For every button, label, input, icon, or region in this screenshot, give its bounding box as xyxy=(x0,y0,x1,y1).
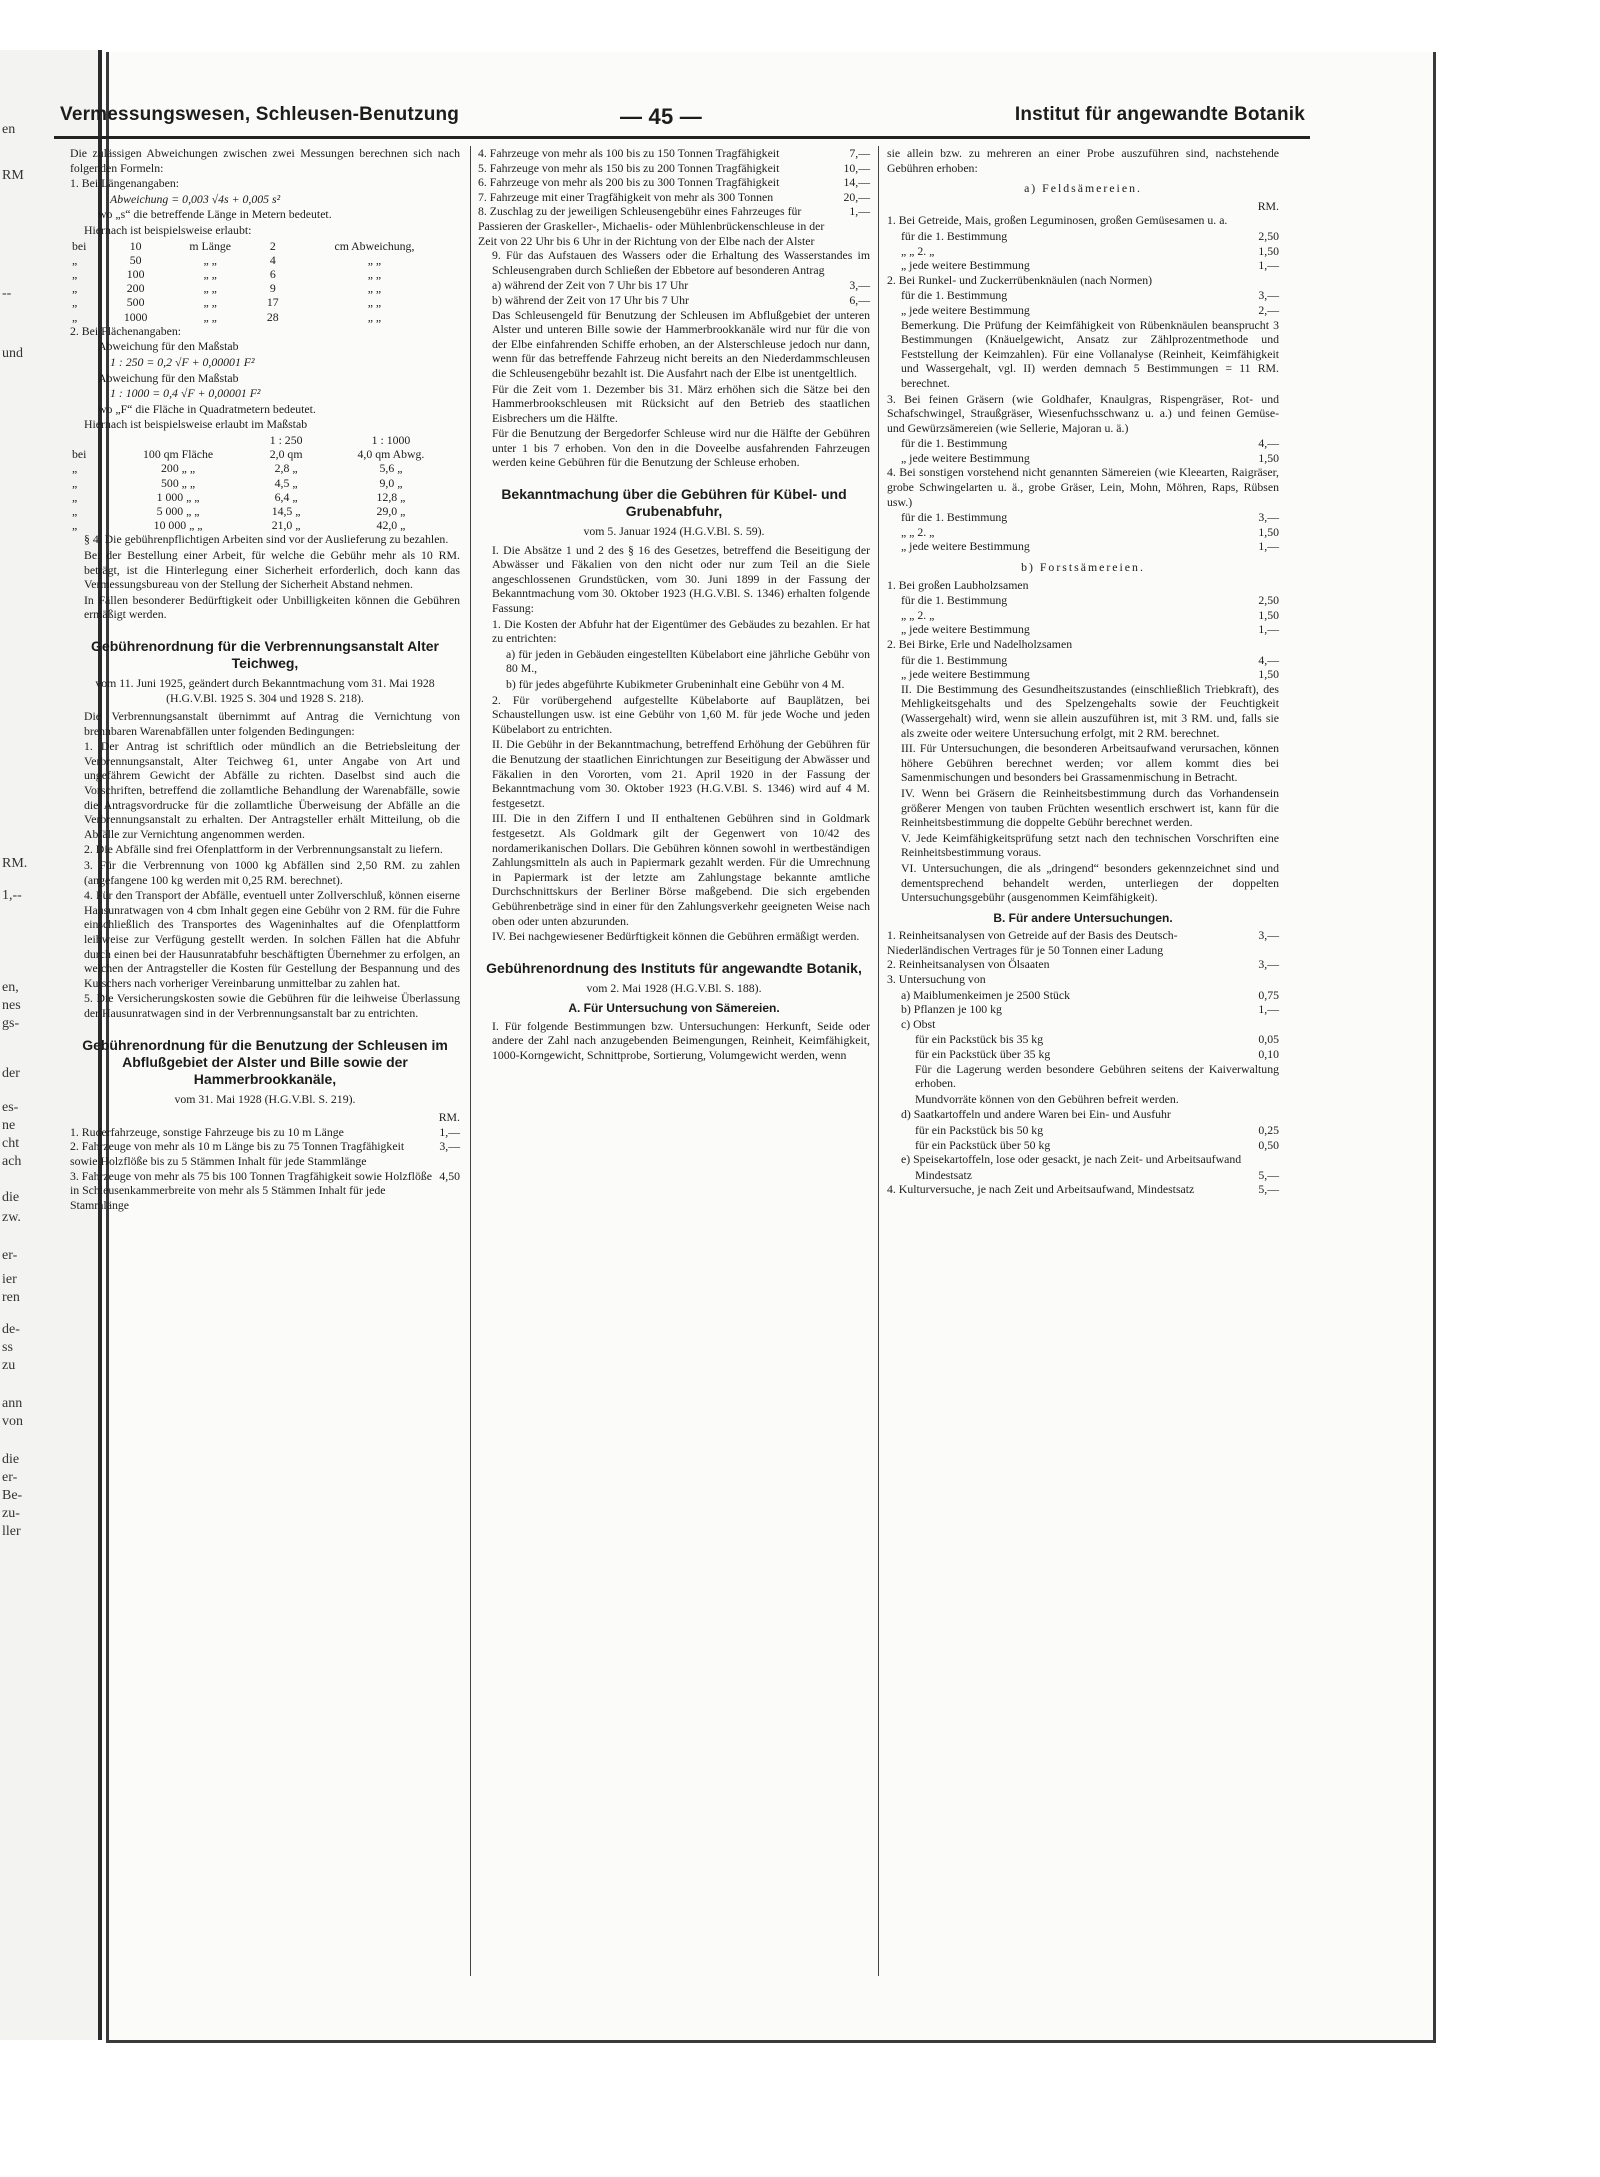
list-item: 4. Bei sonstigen vorstehend nicht genannten Sämereien (wie Kleearten, Raigräser, grobe Schwingelarten u. ä., grobe Gräser, Lein, Mohn, Möhren, Raps, Rübsen usw.) xyxy=(887,465,1279,509)
fee-row xyxy=(887,593,1279,608)
fee-amount: 1,50 xyxy=(1258,524,1279,539)
fee-label: „ jede weitere Bestimmung xyxy=(901,302,1030,317)
fee-label: 8. Zuschlag zu der jeweiligen Schleusengebühr eines Fahrzeuges für Passieren der Graskeller-, Michaelis- oder Mühlenbrückenschleuse in der Zeit von 22 Uhr bis 6 Uhr in der Richtung von der Elbe nach der Alster xyxy=(478,204,825,248)
fee-amount: 4,— xyxy=(1258,652,1279,667)
fee-amount: 1,— xyxy=(1258,258,1279,273)
fee-row xyxy=(887,608,1279,623)
edge-fragment: von xyxy=(2,1414,23,1429)
fee-label: 4. Fahrzeuge von mehr als 100 bis zu 150 Tonnen Tragfähigkeit xyxy=(478,146,780,160)
paragraph: In Fällen besonderer Bedürftigkeit oder Unbilligkeiten können die Gebühren ermäßigt werden. xyxy=(84,592,460,622)
list-item: 4. Für den Transport der Abfälle, eventuell unter Zollverschluß, können eiserne Hausunratwagen von 4 cbm Inhalt gegen eine Gebühr von 2 RM. für die Fuhre einschließlich des Transportes des Wageninhaltes auf die Ofenplattform leihweise zur Verfügung gestellt werden. In solchen Fällen hat die Abfuhr durch einen bei der Hausunratabfuhr beschäftigten Übernehmer zu erfolgen, an welchen der Antragsteller die Kosten für Gestellung der Bespannung und des Kutschers nach vorheriger Vereinbarung unmittelbar zu zahlen hat. xyxy=(84,888,460,990)
fee-amount: 7,— xyxy=(849,146,870,160)
fee-list xyxy=(887,510,1279,554)
fee-amount: 3,— xyxy=(849,278,870,293)
formula: 1 : 1000 = 0,4 √F + 0,00001 F² xyxy=(110,386,261,401)
area-table xyxy=(70,433,460,532)
table-cell: „ „ xyxy=(367,281,382,296)
list-item: 1. Bei großen Laubholzsamen xyxy=(887,577,1029,592)
table-cell: „ xyxy=(72,281,78,296)
remark: Bemerkung. Die Prüfung der Keimfähigkeit von Rübenknäulen beansprucht 3 Bestimmungen (Knäuelgewicht, Ansatz zur Zählprozentmethode und Feststellung der Keimzahlen). Für eine Vollanalyse (Reinheit, Keimfähigkeit und Wassergehalt, vgl. II) werden demnach 5 Bestimmungen = 11 RM. berechnet. xyxy=(901,317,1279,390)
table-cell: 2,0 qm xyxy=(269,447,303,462)
table-cell: „ „ xyxy=(367,295,382,310)
edge-fragment: nes xyxy=(2,998,21,1013)
fee-row xyxy=(887,667,1279,682)
fee-row xyxy=(70,1139,460,1168)
fee-label: „ jede weitere Bestimmung xyxy=(901,539,1030,554)
paragraph: Das Schleusengeld für Benutzung der Schleusen im Abflußgebiet der unteren Alster und unteren Bille sowie der Hammerbrookkanäle wird nur für die von der Elbe einfahrenden Schiffe erhoben, an der Alsterschleuse jedoch nur dann, wenn für das betreffende Fahrzeug nicht bereits an den Niederdammschleusen die Schleusengebühr bezahlt ist. Die Ausfahrt nach der Elbe ist unentgeltlich. xyxy=(492,307,870,380)
fee-amount: 5,— xyxy=(1258,1182,1279,1197)
fee-amount: 4,50 xyxy=(439,1168,460,1183)
fee-amount: 5,— xyxy=(1258,1167,1279,1182)
table-cell: 6,4 „ xyxy=(274,489,298,504)
fee-amount: 1,— xyxy=(1258,1002,1279,1017)
list-item: b) für jedes abgeführte Kubikmeter Grubeninhalt eine Gebühr von 4 M. xyxy=(506,677,845,691)
table-cell: „ „ xyxy=(203,309,217,324)
table-cell: cm Abweichung, xyxy=(334,238,415,253)
section-heading: Gebührenordnung für die Benutzung der Schleusen im Abflußgebiet der Alster und Bille sowie der Hammerbrookkanäle, xyxy=(82,1036,448,1087)
fee-amount: 1,— xyxy=(1258,539,1279,554)
section-subtitle: vom 11. Juni 1925, geändert durch Bekanntmachung vom 31. Mai 1928 (H.G.V.Bl. 1925 S. 304 und 1928 S. 218). xyxy=(95,675,435,705)
fee-list xyxy=(887,653,1279,682)
edge-fragment: ier xyxy=(2,1272,17,1287)
table-cell: 1000 xyxy=(123,309,148,324)
fee-amount: 0,25 xyxy=(1258,1123,1279,1137)
fee-row xyxy=(887,510,1279,525)
fee-label: „ „ 2. „ xyxy=(901,243,935,258)
column-divider xyxy=(470,146,471,1976)
fee-row xyxy=(887,1123,1279,1138)
length-table xyxy=(70,239,460,324)
table-cell: 12,8 „ xyxy=(376,489,406,504)
fee-row xyxy=(887,988,1279,1003)
paragraph: § 4. Die gebührenpflichtigen Arbeiten sind vor der Auslieferung zu bezahlen. xyxy=(84,532,449,547)
fee-row xyxy=(887,957,1279,972)
list-item: 9. Für das Aufstauen des Wassers oder die Erhaltung des Wasserstandes im Schleusengraben durch Schließen der Ebbetore auf besonderen Antrag xyxy=(492,248,870,277)
fee-amount: 3,— xyxy=(1258,510,1279,525)
fee-label: 7. Fahrzeuge mit einer Tragfähigkeit von mehr als 300 Tonnen xyxy=(478,189,774,204)
fee-row xyxy=(887,525,1279,540)
list-item: 3. Untersuchung von xyxy=(887,972,986,987)
section-heading: Gebührenordnung des Instituts für angewandte Botanik, xyxy=(486,959,862,976)
table-header-cell: 1 : 1000 xyxy=(371,432,411,447)
fee-amount: 0,10 xyxy=(1258,1047,1279,1062)
fee-row xyxy=(887,451,1279,466)
fee-amount: 20,— xyxy=(843,189,870,204)
list-item: III. Die in den Ziffern I und II enthaltenen Gebühren sind in Goldmark festgesetzt. Als Goldmark gilt der Gegenwert von 10/42 des nordamerikanischen Dollars. Die Gebühren können sowohl in wertbeständigen Zahlungsmitteln als auch in Papiermark gezahlt werden. Für die Umrechnung in Papiermark ist der letzte am Zahlungstage bekannte amtliche Durchschnittskurs der Berliner Börse maßgebend. Die sich ergebenden Gebührenbeträge sind in einer für den Zahlungsverkehr geeigneten Weise nach oben oder unten abzurunden. xyxy=(492,811,870,928)
currency-header: RM. xyxy=(438,1110,460,1125)
fee-label: für ein Packstück über 50 kg xyxy=(915,1137,1051,1152)
fee-row xyxy=(887,653,1279,668)
subsection-heading: A. Für Untersuchung von Sämereien. xyxy=(568,1001,780,1016)
paragraph: Hiernach ist beispielsweise erlaubt: xyxy=(84,222,252,237)
section-subtitle: vom 2. Mai 1928 (H.G.V.Bl. S. 188). xyxy=(586,980,762,995)
fee-label: 1. Reinheitsanalysen von Getreide auf der Basis des Deutsch-Niederländischen Vertrages für je 50 Tonnen einer Ladung xyxy=(887,928,1178,957)
list-item: d) Saatkartoffeln und andere Waren bei Ein- und Ausfuhr xyxy=(901,1107,1171,1122)
table-row xyxy=(70,504,460,518)
fee-row xyxy=(887,436,1279,451)
paragraph: wo „s“ die betreffende Länge in Metern bedeutet. xyxy=(98,207,332,222)
section-subtitle: vom 5. Januar 1924 (H.G.V.Bl. S. 59). xyxy=(583,524,765,539)
header-rule xyxy=(54,136,1310,139)
table-cell: 9 xyxy=(269,281,276,296)
edge-fragment: es- xyxy=(2,1100,19,1115)
fee-label: „ jede weitere Bestimmung xyxy=(901,258,1030,273)
fee-label: 6. Fahrzeuge von mehr als 200 bis zu 300 Tonnen Tragfähigkeit xyxy=(478,175,780,190)
fee-list xyxy=(887,288,1279,317)
table-cell: 2,8 „ xyxy=(274,461,298,476)
table-cell: „ „ xyxy=(203,252,217,267)
fee-row xyxy=(887,1168,1279,1183)
currency-header: RM. xyxy=(1257,198,1279,213)
table-row xyxy=(70,239,460,253)
table-cell: „ „ xyxy=(203,266,217,281)
edge-fragment: RM. xyxy=(2,856,28,871)
table-row xyxy=(70,490,460,504)
fee-row xyxy=(478,190,870,205)
list-item: 2. Für vorübergehend aufgestellte Kübelaborte auf Bauplätzen, bei Schaustellungen usw. ist eine Gebühr von 1,60 M. für jede Woche und jeden Kübelabort zu entrichten. xyxy=(492,692,870,736)
fee-label: „ jede weitere Bestimmung xyxy=(901,667,1030,682)
list-item: 3. Bei feinen Gräsern (wie Goldhafer, Knaulgras, Rispengräser, Rot- und Schafschwingel, Straußgräser, Wiesenfuchsschwanz u. a.) und feinen Gemüse- und Gewürzsämereien (wie Sellerie, Majoran u. ä.) xyxy=(887,391,1279,435)
fee-row xyxy=(887,539,1279,554)
edge-fragment: ller xyxy=(2,1524,21,1539)
list-item: c) Obst xyxy=(901,1016,936,1031)
table-cell: 500 xyxy=(126,295,145,310)
paragraph: V. Jede Keimfähigkeitsprüfung setzt nach den technischen Vorschriften eine Reinheitsbestimmung voraus. xyxy=(901,830,1279,860)
table-cell: 9,0 „ xyxy=(379,475,403,490)
paragraph: sie allein bzw. zu mehreren an einer Probe auszuführen sind, nachstehende Gebühren erhoben: xyxy=(887,146,1279,175)
edge-fragment: en, xyxy=(2,980,19,995)
fee-row xyxy=(887,928,1279,957)
fee-amount: 1,— xyxy=(439,1124,460,1139)
table-header-cell xyxy=(70,433,106,447)
table-cell: 17 xyxy=(266,295,279,310)
fee-list xyxy=(887,229,1279,273)
fee-list xyxy=(478,146,870,248)
column-divider xyxy=(878,146,879,1976)
fee-row xyxy=(887,1002,1279,1017)
fee-amount: 4,— xyxy=(1258,436,1279,451)
fee-row xyxy=(887,1182,1279,1197)
paragraph: Abweichung für den Maßstab xyxy=(98,370,239,385)
fee-label: für ein Packstück bis 35 kg xyxy=(915,1032,1044,1047)
paragraph: wo „F“ die Fläche in Quadratmetern bedeutet. xyxy=(98,401,316,416)
table-row xyxy=(70,253,460,267)
edge-fragment: der xyxy=(2,1066,20,1081)
table-row xyxy=(70,518,460,532)
fee-amount: 1,50 xyxy=(1258,607,1279,622)
fee-label: „ jede weitere Bestimmung xyxy=(901,450,1030,465)
fee-amount: 1,50 xyxy=(1258,243,1279,258)
fee-label: für die 1. Bestimmung xyxy=(901,652,1008,667)
table-cell: 10 000 „ „ xyxy=(153,518,203,533)
paragraph: I. Für folgende Bestimmungen bzw. Untersuchungen: Herkunft, Seide oder andere der Zahl nach anzugebenden Beimengungen, Reinheit, Keimfähigkeit, 1000-Korngewicht, Schnittprobe, Sortierung, Volumgewicht werden, wenn xyxy=(492,1018,870,1063)
table-cell: 5 000 „ „ xyxy=(156,503,200,518)
fee-row xyxy=(478,278,870,293)
fee-row xyxy=(887,303,1279,318)
header-right-title: Institut für angewandte Botanik xyxy=(1014,104,1305,125)
edge-fragment: en xyxy=(2,122,16,137)
edge-fragment: die xyxy=(2,1190,20,1205)
edge-fragment: ann xyxy=(2,1396,23,1411)
list-item: 2. Bei Flächenangaben: xyxy=(70,323,182,338)
table-cell: 4,0 qm Abwg. xyxy=(357,447,425,462)
edge-fragment: 1,-- xyxy=(2,888,22,903)
table-cell: 4 xyxy=(269,252,276,267)
paragraph: Die zulässigen Abweichungen zwischen zwei Messungen berechnen sich nach folgenden Formeln: xyxy=(70,146,460,175)
fee-label: für die 1. Bestimmung xyxy=(901,510,1008,525)
table-cell: „ „ xyxy=(367,266,382,281)
fee-row xyxy=(887,622,1279,637)
section-heading: Gebührenordnung für die Verbrennungsanstalt Alter Teichweg, xyxy=(91,637,439,671)
list-item: I. Die Absätze 1 und 2 des § 16 des Gesetzes, betreffend die Beseitigung der Abwässer und Fäkalien von den nicht oder nur zum Teil an die Siele angeschlossenen Grundstücken, vom 30. Juni 1899 in der Fassung der Bekanntmachung vom 30. Oktober 1923 (H.G.V.Bl. S. 1346) erhalten folgende Fassung: xyxy=(492,542,870,616)
list-item: 2. Bei Runkel- und Zuckerrübenknäulen (nach Normen) xyxy=(887,272,1153,287)
table-cell: „ xyxy=(72,518,78,533)
fee-row xyxy=(478,146,870,161)
column-3 xyxy=(887,146,1279,1197)
table-cell: „ „ xyxy=(203,295,217,310)
list-item: 3. Für die Verbrennung von 1000 kg Abfällen sind 2,50 RM. zu zahlen (angefangene 100 kg werden mit 0,25 RM. berechnet). xyxy=(84,858,460,887)
table-cell: 100 qm Fläche xyxy=(143,447,214,462)
table-row xyxy=(70,281,460,295)
edge-fragment: zw. xyxy=(2,1210,21,1225)
fee-row xyxy=(70,1125,460,1140)
fee-row xyxy=(478,293,870,308)
table-cell: 28 xyxy=(266,309,279,324)
fee-amount: 0,75 xyxy=(1258,987,1279,1002)
fee-label: „ jede weitere Bestimmung xyxy=(901,622,1030,637)
fee-label: 3. Fahrzeuge von mehr als 75 bis 100 Tonnen Tragfähigkeit sowie Holzflöße in Schleusenkammerbreite von mehr als 5 Stämmen Inhalt für jede Stammlänge xyxy=(70,1168,432,1212)
table-cell: „ xyxy=(72,475,78,490)
table-cell: bei xyxy=(72,447,87,462)
paragraph: Bei der Bestellung einer Arbeit, für welche die Gebühr mehr als 10 RM. beträgt, ist die Hinterlegung einer Sicherheit erforderlich, doch kann das Vermessungsbureau von der Stellung der Sicherheit Abstand nehmen. xyxy=(84,547,460,592)
edge-fragment: -- xyxy=(2,286,12,301)
fee-row xyxy=(478,204,870,248)
table-header-row xyxy=(70,433,460,447)
table-row xyxy=(70,310,460,324)
edge-fragment: zu- xyxy=(2,1506,20,1521)
running-header xyxy=(60,98,1305,134)
fee-label: für ein Packstück bis 50 kg xyxy=(915,1123,1044,1137)
paragraph: Hiernach ist beispielsweise erlaubt im Maßstab xyxy=(84,417,308,432)
list-item: a) für jeden in Gebäuden eingestellten Kübelabort eine jährliche Gebühr von 80 M., xyxy=(506,646,870,676)
edge-fragment: ss xyxy=(2,1340,13,1355)
fee-label: 2. Fahrzeuge von mehr als 10 m Länge bis zu 75 Tonnen Tragfähigkeit sowie Holzflöße bis zu 5 Stämmen Inhalt für jede Stammlänge xyxy=(70,1139,405,1168)
fee-row xyxy=(887,1047,1279,1062)
table-row xyxy=(70,447,460,461)
edge-fragment: die xyxy=(2,1452,20,1467)
fee-amount: 0,05 xyxy=(1258,1032,1279,1047)
fee-amount: 1,— xyxy=(1258,622,1279,637)
formula: 1 : 250 = 0,2 √F + 0,00001 F² xyxy=(110,354,255,369)
edge-fragment: gs- xyxy=(2,1016,20,1031)
table-cell: 1 000 „ „ xyxy=(156,489,200,504)
table-cell: „ „ xyxy=(367,252,382,267)
edge-fragment: ach xyxy=(2,1154,22,1169)
fee-label: a) Maiblumenkeimen je 2500 Stück xyxy=(901,987,1071,1002)
fee-amount: 1,— xyxy=(849,204,870,219)
subsection-heading: B. Für andere Untersuchungen. xyxy=(993,910,1173,925)
table-row xyxy=(70,295,460,309)
table-cell: 14,5 „ xyxy=(271,503,301,518)
fee-label: 5. Fahrzeuge von mehr als 150 bis zu 200 Tonnen Tragfähigkeit xyxy=(478,160,780,175)
fee-amount: 3,— xyxy=(1258,928,1279,943)
table-header-cell xyxy=(106,433,250,447)
fee-list xyxy=(70,1125,460,1213)
list-item: 1. Bei Getreide, Mais, großen Leguminosen, großen Gemüsesamen u. a. xyxy=(887,213,1228,228)
fee-label: b) während der Zeit von 17 Uhr bis 7 Uhr xyxy=(492,292,689,307)
table-cell: „ xyxy=(72,252,78,267)
fee-row xyxy=(887,244,1279,259)
paragraph: Die Verbrennungsanstalt übernimmt auf Antrag die Vernichtung von brennbaren Warenabfällen unter folgenden Bedingungen: xyxy=(84,709,460,738)
fee-amount: 0,50 xyxy=(1258,1137,1279,1152)
edge-fragment: ren xyxy=(2,1290,20,1305)
paragraph: VI. Untersuchungen, die als „dringend“ besonders gekennzeichnet sind und dementsprechend behandelt werden, unterliegen der doppelten Untersuchungsgebühr (ausgenommen Keimfähigkeit). xyxy=(901,860,1279,905)
table-cell: bei xyxy=(72,238,87,253)
remark: Für die Lagerung werden besondere Gebühren seitens der Kaiverwaltung erhoben. xyxy=(915,1061,1279,1091)
list-item: 1. Die Kosten der Abfuhr hat der Eigentümer des Gebäudes zu bezahlen. Er hat zu entrichten: xyxy=(492,616,870,646)
edge-fragment: und xyxy=(2,346,23,361)
fee-row xyxy=(887,288,1279,303)
fee-amount: 2,50 xyxy=(1258,228,1279,243)
list-item: 1. Der Antrag ist schriftlich oder mündlich an die Betriebsleitung der Verbrennungsanstalt, Alter Teichweg 61, unter Angabe von Art und ungefährem Gewicht der Abfälle zu richten. Daselbst sind auch die Vorschriften, betreffend die zollamtliche Behandlung der Warenabfälle, sowie die Antragsvordrucke für die zollamtliche Überweisung der Abfälle an die Verbrennungsanstalt zu erhalten. Der Antragsteller erhält Mitteilung, ob die Abfälle zur Vernichtung angenommen werden. xyxy=(84,739,460,841)
fee-amount: 10,— xyxy=(843,160,870,175)
fee-label: „ „ 2. „ xyxy=(901,607,935,622)
fee-amount: 3,— xyxy=(439,1139,460,1154)
remark: Mundvorräte können von den Gebühren befreit werden. xyxy=(915,1091,1179,1106)
table-cell: m Länge xyxy=(189,238,232,253)
fee-list xyxy=(887,593,1279,637)
table-cell: 500 „ „ xyxy=(161,475,196,490)
list-item: 2. Bei Birke, Erle und Nadelholzsamen xyxy=(887,637,1073,651)
fee-list xyxy=(887,1032,1279,1061)
fee-label: 2. Reinheitsanalysen von Ölsaaten xyxy=(887,957,1050,972)
fee-row xyxy=(887,1138,1279,1153)
header-left-title: Vermessungswesen, Schleusen-Benutzung xyxy=(60,104,460,125)
table-cell: „ „ xyxy=(367,309,382,324)
fee-row xyxy=(478,175,870,190)
edge-fragment: zu xyxy=(2,1358,16,1373)
table-cell: 29,0 „ xyxy=(376,503,406,518)
paragraph: II. Die Bestimmung des Gesundheitszustandes (einschließlich Triebkraft), des Mehligkeitsgehalts und des Spelzengehalts sowie der Feuchtigkeit (Wassergehalt) wird, wenn sie allein auszuführen ist, mit 3 RM. und, falls sie als zweite oder weitere Untersuchung erfolgt, mit 2 RM. berechnet. xyxy=(901,681,1279,740)
fee-amount: 14,— xyxy=(843,175,870,190)
fee-label: „ „ 2. „ xyxy=(901,524,935,539)
fee-list xyxy=(887,1123,1279,1152)
list-item: II. Die Gebühr in der Bekanntmachung, betreffend Erhöhung der Gebühren für die Benutzung der staatlichen Einrichtungen zur Beseitigung der Abwässer und Fäkalien in den Vororten, vom 21. April 1920 in der Fassung der Bekanntmachung vom 30. Oktober 1923 (H.G.V.Bl. S. 1346) wird auf 4 M. festgesetzt. xyxy=(492,737,870,810)
fee-label: 1. Ruderfahrzeuge, sonstige Fahrzeuge bis zu 10 m Länge xyxy=(70,1124,344,1139)
table-cell: 200 xyxy=(126,281,145,296)
table-cell: 6 xyxy=(269,266,276,281)
section-subtitle: vom 31. Mai 1928 (H.G.V.Bl. S. 219). xyxy=(174,1091,356,1106)
paragraph: IV. Wenn bei Gräsern die Reinheitsbestimmung durch das Vorhandensein größerer Mengen von tauben Früchten wesentlich erschwert ist, kann für die Reinheitsbestimmung die doppelte Gebühr berechnet werden. xyxy=(901,785,1279,830)
fee-row xyxy=(478,161,870,176)
table-cell: „ xyxy=(72,309,78,324)
formula: Abweichung = 0,003 √4s + 0,005 s² xyxy=(110,191,281,206)
fee-label: 4. Kulturversuche, je nach Zeit und Arbeitsaufwand, Mindestsatz xyxy=(887,1182,1195,1197)
table-cell: 5,6 „ xyxy=(379,461,403,476)
table-cell: 42,0 „ xyxy=(376,518,406,533)
fee-amount: 2,50 xyxy=(1258,593,1279,608)
subsection-heading: a) Feldsämereien. xyxy=(1024,181,1142,196)
table-cell: „ xyxy=(72,266,78,281)
paragraph: Für die Benutzung der Bergedorfer Schleuse wird nur die Hälfte der Gebühren unter 1 bis 7 erhoben. Von den in die Doveelbe ausfahrenden Fahrzeugen werden keine Gebühren für die Benutzung der Schleuse erhoben. xyxy=(492,426,870,470)
fee-label: für ein Packstück über 35 kg xyxy=(915,1047,1051,1062)
fee-row xyxy=(887,1032,1279,1047)
edge-fragment: cht xyxy=(2,1136,20,1151)
fee-label: Mindestsatz xyxy=(915,1167,973,1182)
fee-label: b) Pflanzen je 100 kg xyxy=(901,1002,1002,1017)
paragraph: III. Für Untersuchungen, die besonderen Arbeitsaufwand verursachen, können höhere Gebühren berechnet werden; vor allem kommt dies bei Samenmischungen und besonders bei Grassamenmischung in Betracht. xyxy=(901,741,1279,785)
column-1 xyxy=(70,146,460,1212)
table-cell: 4,5 „ xyxy=(274,475,298,490)
fee-label: für die 1. Bestimmung xyxy=(901,593,1008,608)
edge-fragment: Be- xyxy=(2,1488,23,1503)
table-cell: 10 xyxy=(129,238,142,253)
subsection-heading: b) Forstsämereien. xyxy=(1021,560,1145,575)
table-cell: „ „ xyxy=(203,281,217,296)
table-cell: 21,0 „ xyxy=(271,518,301,533)
list-item: e) Speisekartoffeln, lose oder gesackt, je nach Zeit- und Arbeitsaufwand xyxy=(901,1152,1242,1167)
fee-label: für die 1. Bestimmung xyxy=(901,228,1008,243)
list-item: IV. Bei nachgewiesener Bedürftigkeit können die Gebühren ermäßigt werden. xyxy=(492,929,860,944)
table-cell: „ xyxy=(72,489,78,504)
edge-fragment: ne xyxy=(2,1118,16,1133)
edge-fragment: de- xyxy=(2,1322,20,1337)
fee-label: für die 1. Bestimmung xyxy=(901,436,1008,451)
fee-row xyxy=(70,1169,460,1213)
list-item: 1. Bei Längenangaben: xyxy=(70,176,180,191)
edge-fragment: er- xyxy=(2,1248,18,1263)
fee-label: a) während der Zeit von 7 Uhr bis 17 Uhr xyxy=(492,278,689,293)
fee-row xyxy=(887,258,1279,273)
paragraph: Abweichung für den Maßstab xyxy=(98,339,239,354)
fee-amount: 1,50 xyxy=(1258,667,1279,682)
table-row xyxy=(70,461,460,475)
list-item: 2. Die Abfälle sind frei Ofenplattform in der Verbrennungsanstalt zu liefern. xyxy=(84,842,443,857)
fee-list xyxy=(887,436,1279,465)
table-header-cell: 1 : 250 xyxy=(269,432,303,447)
fee-label: für die 1. Bestimmung xyxy=(901,288,1008,303)
fee-amount: 2,— xyxy=(1258,302,1279,317)
fee-amount: 3,— xyxy=(1258,288,1279,303)
table-row xyxy=(70,476,460,490)
section-heading: Bekanntmachung über die Gebühren für Kübel- und Grubenabfuhr, xyxy=(501,486,847,520)
fee-amount: 6,— xyxy=(849,292,870,307)
edge-fragment: er- xyxy=(2,1470,18,1485)
table-cell: 100 xyxy=(126,266,145,281)
list-item: 5. Die Versicherungskosten sowie die Gebühren für die leihweise Überlassung der Hausunratwagen sind in der Verbrennungsanstalt bar zu entrichten. xyxy=(84,991,460,1020)
page-number: — 45 — xyxy=(620,104,702,129)
table-cell: „ xyxy=(72,295,78,310)
table-cell: 50 xyxy=(129,252,142,267)
column-2 xyxy=(478,146,870,1064)
table-cell: „ xyxy=(72,461,78,476)
table-cell: 2 xyxy=(269,238,276,253)
fee-amount: 3,— xyxy=(1258,957,1279,972)
fee-row xyxy=(887,229,1279,244)
edge-fragment: RM xyxy=(2,168,24,183)
paragraph: Für die Zeit vom 1. Dezember bis 31. März erhöhen sich die Sätze bei den Hammerbrookschleusen mit Rücksicht auf den Betrieb des staatlichen Eisbrechers um die Hälfte. xyxy=(492,381,870,425)
table-cell: 200 „ „ xyxy=(161,461,196,476)
fee-amount: 1,50 xyxy=(1258,450,1279,465)
table-row xyxy=(70,267,460,281)
table-cell: „ xyxy=(72,503,78,518)
